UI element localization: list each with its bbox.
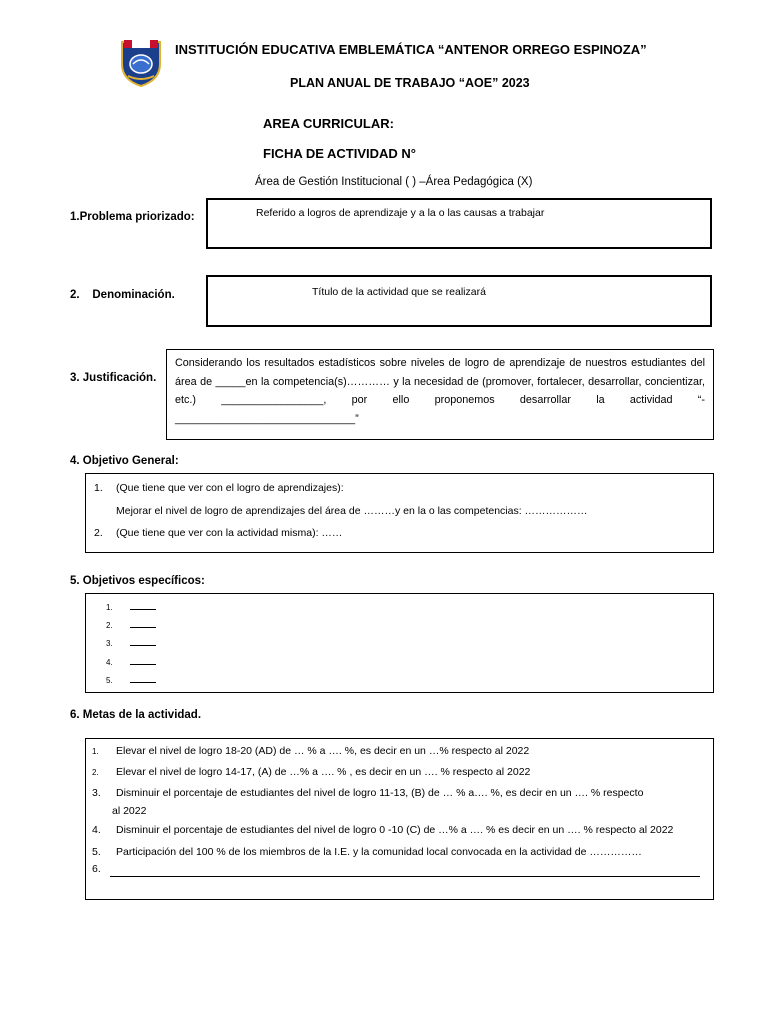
metas-label: 6. Metas de la actividad.	[70, 709, 202, 721]
area-curricular-heading: AREA CURRICULAR:	[263, 116, 394, 131]
area-type-line: Área de Gestión Institucional ( ) –Área Pedagógica (X)	[255, 176, 533, 188]
objetivos-especificos-label: 5. Objetivos específicos:	[70, 575, 205, 587]
objetivo-general-item: 2. (Que tiene que ver con la actividad misma): ……	[94, 527, 343, 539]
meta-item: 1. Elevar el nivel de logro 18-20 (AD) de … % a …. %, es decir en un …% respecto al 2022	[92, 745, 530, 757]
plan-title: PLAN ANUAL DE TRABAJO “AOE” 2023	[290, 76, 530, 90]
denominacion-label: 2. Denominación.	[70, 289, 175, 301]
problema-box	[206, 198, 712, 249]
justificacion-box	[166, 349, 714, 440]
institution-title: INSTITUCIÓN EDUCATIVA EMBLEMÁTICA “ANTENOR ORREGO ESPINOZA”	[175, 42, 647, 57]
denominacion-text: Título de la actividad que se realizará	[312, 286, 486, 298]
meta-item: 3. Disminuir el porcentaje de estudiantes del nivel de logro 11-13, (B) de … % a…. %, es decir en un …. % respecto	[92, 787, 644, 799]
objetivo-especifico-item: 2.	[106, 617, 156, 631]
school-crest-logo	[118, 36, 164, 88]
meta-item: 2. Elevar el nivel de logro 14-17, (A) de …% a …. % , es decir en un …. % respecto al 2022	[92, 766, 531, 778]
meta-item: al 2022	[112, 805, 147, 817]
justificacion-label: 3. Justificación.	[70, 372, 157, 384]
meta-item: 5. Participación del 100 % de los miembros de la I.E. y la comunidad local convocada en la actividad de ……………	[92, 846, 642, 858]
meta-blank-line	[110, 876, 700, 877]
objetivo-especifico-item: 3.	[106, 635, 156, 649]
metas-box	[85, 738, 714, 900]
problema-label: 1.Problema priorizado:	[70, 211, 195, 223]
objetivo-general-label: 4. Objetivo General:	[70, 455, 179, 467]
meta-item: 4. Disminuir el porcentaje de estudiantes del nivel de logro 0 -10 (C) de …% a …. % es decir en un …. % respecto al 2022	[92, 824, 674, 836]
objetivos-especificos-box	[85, 593, 714, 693]
objetivo-especifico-item: 4.	[106, 654, 156, 668]
objetivo-general-item: 1. (Que tiene que ver con el logro de aprendizajes):	[94, 482, 344, 494]
objetivo-especifico-item: 1.	[106, 599, 156, 613]
ficha-actividad-heading: FICHA DE ACTIVIDAD N°	[263, 146, 417, 161]
objetivo-especifico-item: 5.	[106, 672, 156, 686]
objetivo-general-box	[85, 473, 714, 553]
objetivo-general-item: Mejorar el nivel de logro de aprendizajes del área de ………y en la o las competencias: ………………	[116, 505, 588, 517]
meta-item: 6.	[92, 863, 101, 875]
denominacion-box	[206, 275, 712, 327]
justificacion-text: Considerando los resultados estadísticos sobre niveles de logro de aprendizaje de nuestros estudiantes del área de _____en la competencia(s)………… y la necesidad de (promover, fortalecer, desarrollar, concientizar, etc.) _________________, por ello proponemos desarrollar la actividad “-______________________________”	[175, 357, 705, 425]
problema-text: Referido a logros de aprendizaje y a la o las causas a trabajar	[256, 207, 545, 219]
